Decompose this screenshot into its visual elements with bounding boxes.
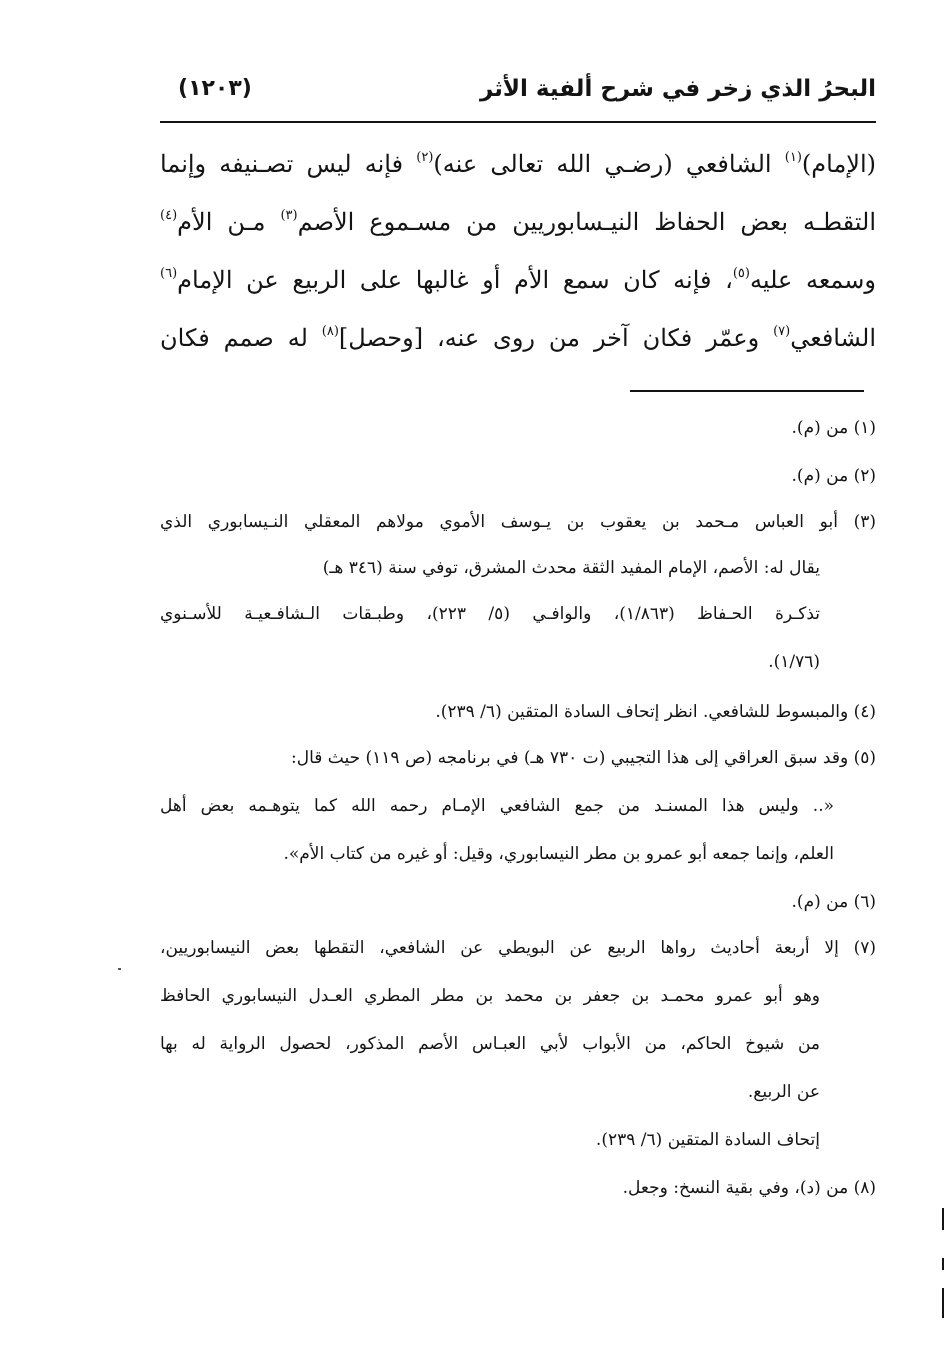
- book-title: البحرُ الذي زخر في شرح ألفية الأثر: [479, 76, 876, 102]
- footnote-ref[interactable]: (٤): [160, 208, 178, 223]
- main-text: [160, 143, 876, 375]
- footnote-ref[interactable]: (٦): [160, 266, 178, 281]
- text-run: (الإمام): [801, 150, 877, 178]
- scan-edge-mark: [942, 1208, 944, 1230]
- footnote-7-line: (٧) إلا أربعة أحاديث رواها الربيع عن البويطي عن الشافعي، التقطها بعض النيسابوريين،: [160, 938, 876, 958]
- footnote-3-line: يقال له: الأصم، الإمام المفيد الثقة محدث المشرق، توفي سنة (٣٤٦ هـ): [322, 558, 820, 578]
- footnote-7-line: وهو أبو عمرو محمـد بن جعفر بن محمد بن مطر المطري العـدل النيسابوري الحافظ: [160, 986, 820, 1006]
- footnote-3-line: تذكـرة الحـفاظ (١/٨٦٣)، والوافـي (٥/ ٢٢٣)، وطبـقات الـشافـعيـة للأسـنوي: [160, 604, 820, 624]
- footnote-3-line: (١/٧٦).: [768, 652, 820, 672]
- footnote-ref[interactable]: (٨): [321, 324, 339, 339]
- text-run: فإنه ليس تصـنيفه وإنما: [160, 150, 417, 178]
- main-line: [160, 317, 876, 375]
- main-line: [160, 201, 876, 259]
- scan-edge-mark: [942, 1288, 944, 1318]
- footnote-ref[interactable]: (٥): [732, 266, 750, 281]
- footnote-8: (٨) من (د)، وفي بقية النسخ: وجعل.: [622, 1178, 876, 1198]
- footnote-7-line: عن الربيع.: [747, 1082, 820, 1102]
- footnote-5-line: (٥) وقد سبق العراقي إلى هذا التجيبي (ت ٧٣٠ هـ) في برنامجه (ص ١١٩) حيث قال:: [291, 748, 876, 768]
- text-run: التقطـه بعض الحفاظ النيـسابوريين من مسـموع الأصم: [297, 208, 876, 236]
- footnote-2: (٢) من (م).: [791, 466, 876, 486]
- footnote-ref[interactable]: (٢): [416, 150, 434, 165]
- page-number: (١٢٠٣): [178, 76, 252, 101]
- footnote-4: (٤) والمبسوط للشافعي. انظر إتحاف السادة المتقين (٦/ ٢٣٩).: [435, 702, 876, 722]
- footnote-7-line: إتحاف السادة المتقين (٦/ ٢٣٩).: [595, 1130, 820, 1150]
- header-rule: [160, 121, 876, 123]
- footnote-6: (٦) من (م).: [791, 892, 876, 912]
- footnote-ref[interactable]: (١): [784, 150, 802, 165]
- text-run: الشافعي: [790, 324, 876, 352]
- main-line: [160, 259, 876, 317]
- text-run: ، فإنه كان سمع الأم أو غالبها على الربيع عن الإمام: [177, 266, 733, 294]
- footnote-ref[interactable]: (٣): [280, 208, 298, 223]
- footnote-7-line: من شيوخ الحاكم، من الأبواب لأبي العبـاس الأصم المذكور، لحصول الرواية له بها: [160, 1034, 820, 1054]
- footnote-5-line: العلم، وإنما جمعه أبو عمرو بن مطر النيسابوري، وقيل: أو غيره من كتاب الأم».: [283, 844, 834, 864]
- text-run: وسمعه عليه: [749, 266, 876, 294]
- footnote-ref[interactable]: (٧): [773, 324, 791, 339]
- footnote-3-line: (٣) أبو العباس مـحمد بن يعقوب بن يـوسف الأموي مولاهم المعقلي النـيسابوري الذي: [160, 512, 876, 532]
- main-line: [160, 143, 876, 201]
- running-header: [160, 72, 876, 106]
- scan-speck: [118, 968, 121, 970]
- footnote-separator: [630, 390, 864, 392]
- text-run: له صمم فكان: [160, 324, 322, 352]
- scan-edge-mark: [942, 1258, 944, 1270]
- text-run: مـن الأم: [177, 208, 281, 236]
- footnote-1: (١) من (م).: [791, 418, 876, 438]
- footnote-5-line: «.. وليس هذا المسنـد من جمع الشافعي الإمـام رحمه الله كما يتوهـمه بعض أهل: [160, 796, 834, 816]
- text-run: وعمّر فكان آخر من روى عنه، [وحصل]: [338, 324, 774, 352]
- text-run: الشافعي (رضـي الله تعالى عنه): [433, 150, 785, 178]
